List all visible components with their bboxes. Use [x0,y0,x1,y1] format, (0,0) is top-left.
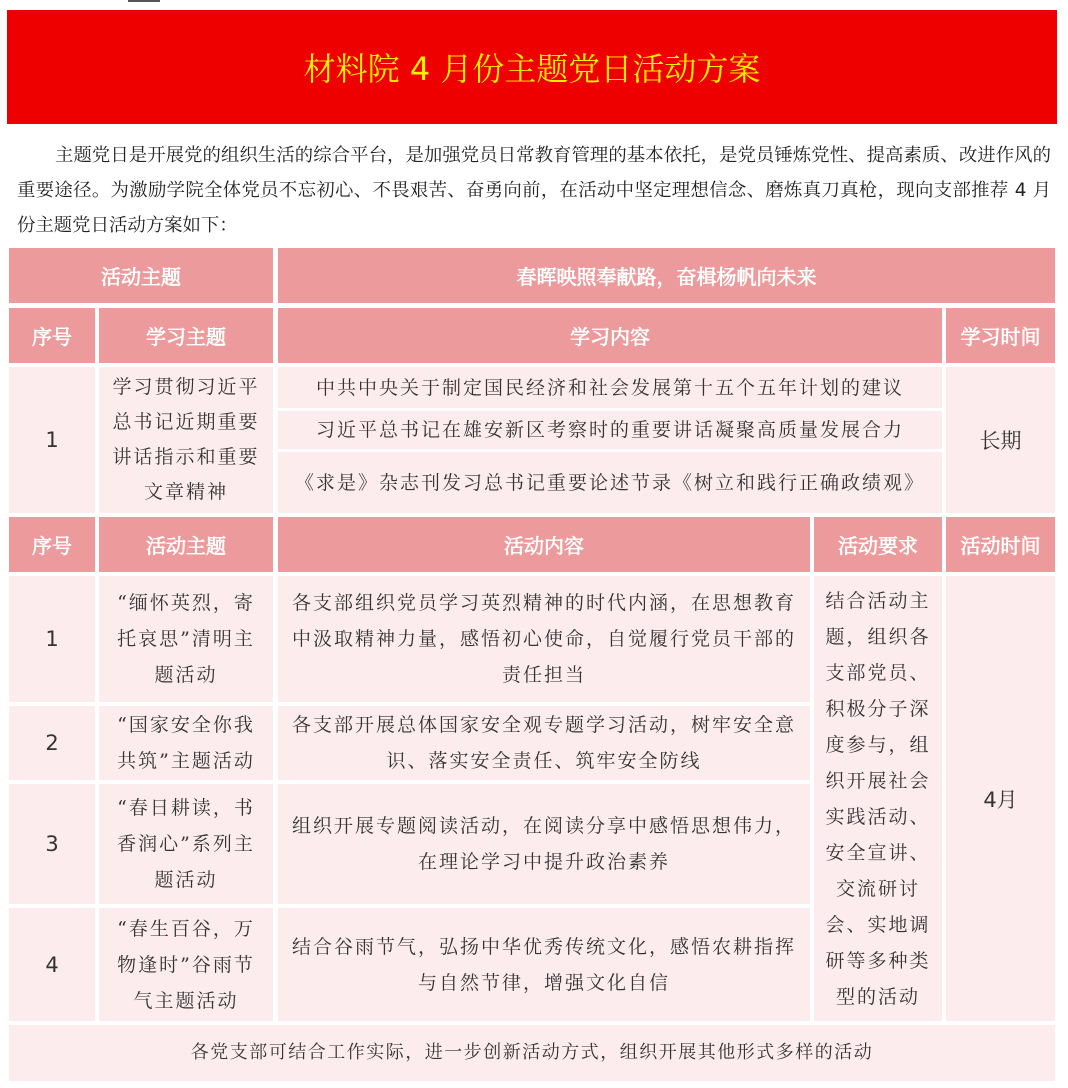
study-row-no: 1 [9,367,95,513]
activity-row-1-theme: “缅怀英烈，寄托哀思”清明主题活动 [99,576,273,702]
activity-header-theme: 活动主题 [99,517,273,572]
study-header-time: 学习时间 [946,308,1055,363]
theme-value-cell: 春晖映照奉献路，奋楫杨帆向未来 [278,248,1055,303]
activity-row-2-no: 2 [9,706,95,780]
page-title: 材料院 4 月份主题党日活动方案 [303,50,761,88]
activity-header-content: 活动内容 [278,517,810,572]
activity-requirement: 结合活动主题，组织各支部党员、积极分子深度参与，组织开展社会实践活动、安全宣讲、交流研讨会、实地调研等多种类型的活动 [814,576,942,1021]
study-row-time: 长期 [946,367,1055,513]
study-content-1: 中共中央关于制定国民经济和社会发展第十五个五年计划的建议 [278,367,942,408]
title-banner [7,10,1057,124]
activity-row-4-content: 结合谷雨节气，弘扬中华优秀传统文化，感悟农耕指挥与自然节律，增强文化自信 [278,908,810,1021]
theme-label-cell: 活动主题 [9,248,273,303]
study-header-content: 学习内容 [278,308,942,363]
activity-row-3-content: 组织开展专题阅读活动，在阅读分享中感悟思想伟力，在理论学习中提升政治素养 [278,784,810,904]
activity-header-requirement: 活动要求 [814,517,942,572]
activity-row-2-content: 各支部开展总体国家安全观专题学习活动，树牢安全意识、落实安全责任、筑牢安全防线 [278,706,810,780]
activity-row-1-no: 1 [9,576,95,702]
activity-header-time: 活动时间 [946,517,1055,572]
top-divider [128,0,160,2]
activity-time: 4月 [946,576,1055,1021]
study-header-topic: 学习主题 [99,308,273,363]
activity-row-1-content: 各支部组织党员学习英烈精神的时代内涵，在思想教育中汲取精神力量，感悟初心使命，自觉履行党员干部的责任担当 [278,576,810,702]
study-content-3: 《求是》杂志刊发习总书记重要论述节录《树立和践行正确政绩观》 [278,452,942,513]
footer-note: 各党支部可结合工作实际，进一步创新活动方式，组织开展其他形式多样的活动 [9,1025,1055,1081]
intro-paragraph: 主题党日是开展党的组织生活的综合平台，是加强党员日常教育管理的基本依托，是党员锤炼党性、提高素质、改进作风的重要途径。为激励学院全体党员不忘初心、不畏艰苦、奋勇向前，在活动中坚定理想信念、磨炼真刀真枪，现向支部推荐 4 月份主题党日活动方案如下： [17,145,1051,236]
activity-row-4-theme: “春生百谷，万物逢时”谷雨节气主题活动 [99,908,273,1021]
activity-row-4-no: 4 [9,908,95,1021]
activity-row-2-theme: “国家安全你我共筑”主题活动 [99,706,273,780]
study-row-topic: 学习贯彻习近平总书记近期重要讲话指示和重要文章精神 [99,367,273,513]
activity-header-no: 序号 [9,517,95,572]
activity-row-3-no: 3 [9,784,95,904]
study-header-no: 序号 [9,308,95,363]
study-content-2: 习近平总书记在雄安新区考察时的重要讲话凝聚高质量发展合力 [278,411,942,449]
activity-row-3-theme: “春日耕读，书香润心”系列主题活动 [99,784,273,904]
